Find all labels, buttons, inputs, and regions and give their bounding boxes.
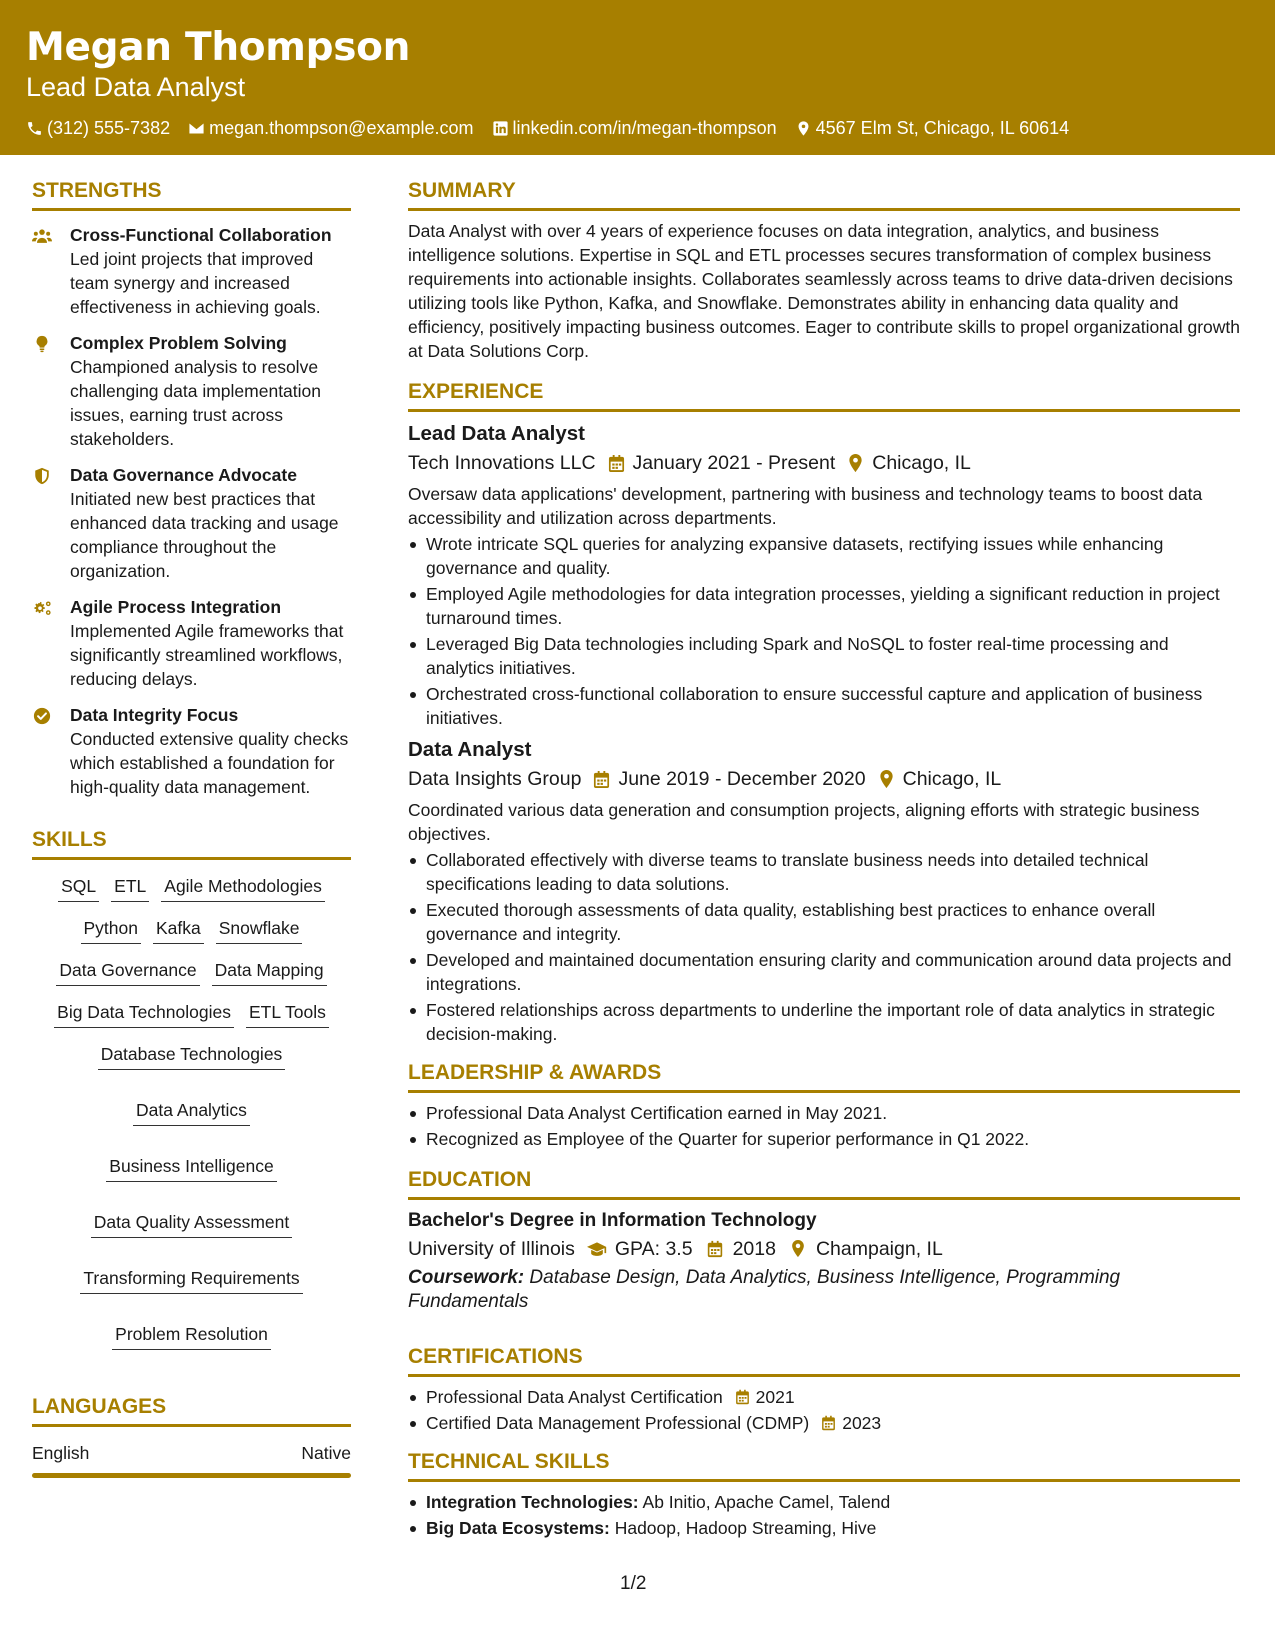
summary-text: Data Analyst with over 4 years of experience focuses on data integration, analytics, and business intelligence solutions. Expertise in SQL and ETL processes secures transformation of complex business requirements into actionable insights. Collaborates seamlessly across teams to drive data-driven decisions utilizing tools like Python, Kafka, and Snowflake. Demonstrates ability in enhancing data quality and efficiency, positively impacting business outcomes. Eager to contribute skills to propel organizational growth at Data Solutions Corp. bbox=[408, 221, 1241, 361]
map-pin-icon bbox=[795, 120, 812, 137]
award-item: Recognized as Employee of the Quarter for superior performance in Q1 2022. bbox=[408, 1127, 1240, 1151]
job-bullets bbox=[408, 848, 1240, 1046]
language-row bbox=[32, 1441, 351, 1465]
skill-tag: Data Mapping bbox=[212, 958, 327, 986]
users-icon bbox=[32, 227, 52, 245]
job-title: Lead Data Analyst bbox=[408, 422, 585, 445]
education-meta bbox=[408, 1234, 1240, 1264]
job-location: Chicago, IL bbox=[902, 768, 1002, 790]
skill-tag: Data Governance bbox=[56, 958, 199, 986]
skill-tag: Agile Methodologies bbox=[161, 874, 325, 902]
skill-tag: Snowflake bbox=[216, 916, 303, 944]
strength-item bbox=[32, 595, 351, 691]
strength-desc: Conducted extensive quality checks which established a foundation for high-quality data management. bbox=[70, 729, 349, 797]
language-name: English bbox=[32, 1443, 90, 1463]
cogs-icon bbox=[32, 599, 52, 617]
skill-tag: Database Technologies bbox=[98, 1042, 286, 1070]
calendar-icon bbox=[821, 1415, 836, 1431]
strength-title: Cross-Functional Collaboration bbox=[70, 225, 332, 245]
candidate-name: Megan Thompson bbox=[26, 25, 411, 70]
technical-skill-label: Big Data Ecosystems: bbox=[426, 1518, 610, 1538]
technical-skills-list bbox=[408, 1490, 1240, 1540]
job-entry bbox=[408, 420, 1240, 730]
calendar-icon bbox=[608, 454, 625, 473]
strength-title: Data Governance Advocate bbox=[70, 465, 297, 485]
map-pin-icon bbox=[788, 1240, 808, 1258]
shield-icon bbox=[32, 467, 52, 485]
skill-tag: Python bbox=[81, 916, 141, 944]
certification-item bbox=[408, 1411, 1240, 1435]
job-bullet: Fostered relationships across departments to underline the important role of data analytics in strategic decision-making. bbox=[408, 998, 1240, 1046]
education-heading: EDUCATION bbox=[408, 1167, 1240, 1200]
skill-tag: Transforming Requirements bbox=[80, 1266, 302, 1294]
job-entry bbox=[408, 736, 1240, 1046]
technical-skill-item bbox=[408, 1516, 1240, 1540]
job-bullet: Executed thorough assessments of data quality, establishing best practices to enhance overall governance and integrity. bbox=[408, 898, 1240, 946]
job-bullet: Collaborated effectively with diverse teams to translate business needs into detailed technical specifications leading to data solutions. bbox=[408, 848, 1240, 896]
candidate-title: Lead Data Analyst bbox=[26, 72, 246, 102]
strength-item bbox=[32, 463, 351, 583]
job-title: Data Analyst bbox=[408, 738, 532, 761]
language-level: Native bbox=[301, 1443, 351, 1463]
job-dates: January 2021 - Present bbox=[632, 452, 836, 474]
skill-tag: ETL Tools bbox=[246, 1000, 329, 1028]
skill-tag: SQL bbox=[58, 874, 99, 902]
skill-tag: Problem Resolution bbox=[112, 1322, 271, 1350]
technical-skills-heading: TECHNICAL SKILLS bbox=[408, 1449, 1240, 1482]
job-description: Oversaw data applications' development, partnering with business and technology teams to boost data accessibility and utilization across departments. bbox=[408, 484, 1203, 528]
job-company: Data Insights Group bbox=[408, 768, 582, 790]
phone-text: (312) 555-7382 bbox=[47, 118, 171, 138]
strength-desc: Led joint projects that improved team synergy and increased effectiveness in achieving goals. bbox=[70, 249, 321, 317]
strength-item bbox=[32, 703, 351, 799]
job-location: Chicago, IL bbox=[872, 452, 971, 474]
award-item: Professional Data Analyst Certification earned in May 2021. bbox=[408, 1101, 1240, 1125]
resume-header bbox=[0, 0, 1275, 155]
skill-tag: ETL bbox=[111, 874, 149, 902]
job-description: Coordinated various data generation and consumption projects, aligning efforts with strategic business objectives. bbox=[408, 800, 1200, 844]
contact-bar bbox=[26, 116, 1249, 140]
email-text: megan.thompson@example.com bbox=[209, 118, 474, 138]
calendar-icon bbox=[593, 770, 610, 789]
job-bullet: Orchestrated cross-functional collaboration to ensure successful capture and application of business initiatives. bbox=[408, 682, 1240, 730]
awards-list bbox=[408, 1101, 1240, 1151]
certification-item bbox=[408, 1385, 1240, 1409]
page-number: 1/2 bbox=[620, 1573, 647, 1594]
linkedin-icon bbox=[492, 120, 509, 137]
envelope-icon bbox=[188, 120, 205, 137]
certifications-list bbox=[408, 1385, 1240, 1435]
skill-tag: Business Intelligence bbox=[106, 1154, 276, 1182]
languages-heading: LANGUAGES bbox=[32, 1394, 351, 1427]
right-column bbox=[408, 178, 1240, 1542]
job-meta bbox=[408, 448, 1240, 478]
job-bullet: Leveraged Big Data technologies including Spark and NoSQL to foster real-time processing and analytics initiatives. bbox=[408, 632, 1240, 680]
job-bullets bbox=[408, 532, 1240, 730]
strength-title: Complex Problem Solving bbox=[70, 333, 287, 353]
strengths-heading: STRENGTHS bbox=[32, 178, 351, 211]
certifications-heading: CERTIFICATIONS bbox=[408, 1344, 1240, 1377]
job-company: Tech Innovations LLC bbox=[408, 452, 596, 474]
skill-tag: Data Quality Assessment bbox=[91, 1210, 293, 1238]
certification-name: Certified Data Management Professional (CDMP) bbox=[426, 1413, 810, 1433]
job-dates: June 2019 - December 2020 bbox=[618, 768, 866, 790]
certification-name: Professional Data Analyst Certification bbox=[426, 1387, 723, 1407]
strength-desc: Championed analysis to resolve challenging data implementation issues, earning trust across stakeholders. bbox=[70, 357, 321, 449]
technical-skill-item bbox=[408, 1490, 1240, 1514]
technical-skill-value: Hadoop, Hadoop Streaming, Hive bbox=[614, 1518, 877, 1538]
job-bullet: Wrote intricate SQL queries for analyzing expansive datasets, rectifying issues while enhancing governance and quality. bbox=[408, 532, 1240, 580]
education-location: Champaign, IL bbox=[815, 1238, 943, 1260]
education-year: 2018 bbox=[732, 1238, 776, 1260]
skill-tag: Kafka bbox=[153, 916, 204, 944]
address-text: 4567 Elm St, Chicago, IL 60614 bbox=[815, 118, 1070, 138]
skills-heading: SKILLS bbox=[32, 827, 351, 860]
graduation-cap-icon bbox=[587, 1240, 607, 1258]
job-bullet: Employed Agile methodologies for data integration processes, yielding a significant reduction in project turnaround times. bbox=[408, 582, 1240, 630]
contact-email[interactable] bbox=[188, 116, 473, 140]
strength-item bbox=[32, 223, 351, 319]
strength-title: Data Integrity Focus bbox=[70, 705, 239, 725]
job-meta bbox=[408, 764, 1240, 794]
left-column bbox=[32, 178, 351, 1478]
education-school: University of Illinois bbox=[408, 1238, 575, 1260]
language-level-bar bbox=[32, 1473, 351, 1478]
contact-phone[interactable] bbox=[26, 116, 170, 140]
strength-desc: Implemented Agile frameworks that significantly streamlined workflows, reducing delays. bbox=[70, 621, 344, 689]
coursework-text: Database Design, Data Analytics, Business Intelligence, Programming Fundamentals bbox=[408, 1267, 1121, 1312]
phone-icon bbox=[26, 120, 43, 137]
summary-heading: SUMMARY bbox=[408, 178, 1240, 211]
calendar-icon bbox=[735, 1389, 750, 1405]
skill-tag: Big Data Technologies bbox=[54, 1000, 234, 1028]
education-coursework bbox=[408, 1266, 1240, 1314]
skills-list bbox=[32, 868, 351, 1350]
contact-linkedin[interactable] bbox=[492, 116, 777, 140]
strength-title: Agile Process Integration bbox=[70, 597, 282, 617]
experience-heading: EXPERIENCE bbox=[408, 379, 1240, 412]
technical-skill-value: Ab Initio, Apache Camel, Talend bbox=[642, 1492, 891, 1512]
lightbulb-icon bbox=[32, 335, 52, 353]
strength-desc: Initiated new best practices that enhanced data tracking and usage compliance throughout the organization. bbox=[70, 489, 339, 581]
job-bullet: Developed and maintained documentation ensuring clarity and communication around data projects and integrations. bbox=[408, 948, 1240, 996]
technical-skill-label: Integration Technologies: bbox=[426, 1492, 639, 1512]
certification-year: 2021 bbox=[755, 1387, 795, 1407]
map-pin-icon bbox=[847, 454, 864, 473]
linkedin-text: linkedin.com/in/megan-thompson bbox=[512, 118, 777, 138]
map-pin-icon bbox=[878, 770, 895, 789]
contact-address bbox=[795, 116, 1070, 140]
check-circle-icon bbox=[32, 707, 52, 725]
education-gpa: GPA: 3.5 bbox=[614, 1238, 693, 1260]
skill-tag: Data Analytics bbox=[133, 1098, 250, 1126]
certification-year: 2023 bbox=[842, 1413, 882, 1433]
strength-item bbox=[32, 331, 351, 451]
education-degree: Bachelor's Degree in Information Technology bbox=[408, 1210, 817, 1231]
awards-heading: LEADERSHIP & AWARDS bbox=[408, 1060, 1240, 1093]
calendar-icon bbox=[705, 1240, 725, 1258]
coursework-label: Coursework: bbox=[408, 1267, 525, 1288]
